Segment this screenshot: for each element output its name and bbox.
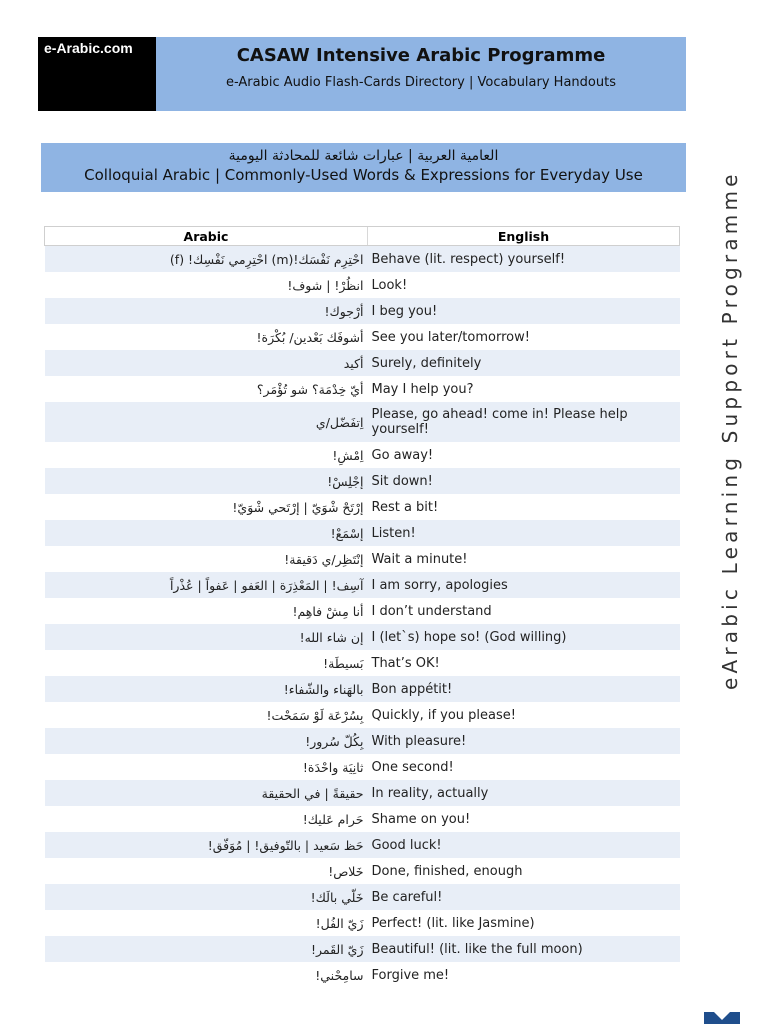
english-translation: That’s OK! [368, 650, 680, 676]
table-row [45, 936, 680, 962]
page-title: CASAW Intensive Arabic Programme [236, 45, 606, 66]
arabic-phrase: سامِحْني! [45, 962, 368, 988]
table-row [45, 494, 680, 520]
english-translation: Wait a minute! [368, 546, 680, 572]
section-banner [41, 143, 686, 192]
arabic-phrase: انظُرْ! | شوف! [45, 272, 368, 298]
english-translation: See you later/tomorrow! [368, 324, 680, 350]
table-row [45, 832, 680, 858]
table-row [45, 520, 680, 546]
english-translation: Sit down! [368, 468, 680, 494]
page-subtitle: e-Arabic Audio Flash-Cards Directory | Vocabulary Handouts [226, 75, 616, 90]
table-row [45, 806, 680, 832]
english-translation: I don’t understand [368, 598, 680, 624]
table-row [45, 650, 680, 676]
table-row [45, 350, 680, 376]
english-translation: Be careful! [368, 884, 680, 910]
english-translation: With pleasure! [368, 728, 680, 754]
arabic-phrase: إنْتَظِر/ي دَقيقة! [45, 546, 368, 572]
english-translation: Done, finished, enough [368, 858, 680, 884]
english-translation: Perfect! (lit. like Jasmine) [368, 910, 680, 936]
arabic-phrase: بِكُلّ سُرور! [45, 728, 368, 754]
table-row [45, 728, 680, 754]
arabic-phrase: زَيّ القَمر! [45, 936, 368, 962]
table-row [45, 272, 680, 298]
arabic-phrase: أكيد [45, 350, 368, 376]
arabic-phrase: حَظ سَعيد | بالتّوفيق! | مُوَفّق! [45, 832, 368, 858]
table-row [45, 754, 680, 780]
arabic-phrase: حقيقةً | في الحقيقة [45, 780, 368, 806]
arabic-phrase: خَلاص! [45, 858, 368, 884]
english-translation: I beg you! [368, 298, 680, 324]
table-row [45, 572, 680, 598]
english-translation: May I help you? [368, 376, 680, 402]
header-banner [156, 37, 686, 111]
vocabulary-table [44, 226, 680, 988]
table-row [45, 962, 680, 988]
english-translation: Beautiful! (lit. like the full moon) [368, 936, 680, 962]
english-translation: In reality, actually [368, 780, 680, 806]
arabic-phrase: إرْتَحْ شْوَيّ | إرْتَحي شْوَيّ! [45, 494, 368, 520]
arabic-phrase: إسْمَعْ! [45, 520, 368, 546]
arabic-phrase: خَلّي بالَك! [45, 884, 368, 910]
arabic-phrase: اِتفَضّل/ي [45, 402, 368, 442]
arabic-phrase: أنا مِشْ فاهِم! [45, 598, 368, 624]
english-translation: One second! [368, 754, 680, 780]
english-translation: Behave (lit. respect) yourself! [368, 246, 680, 273]
table-row [45, 324, 680, 350]
logo-mark-icon [704, 1012, 740, 1024]
logo-text: e-Arabic.com [44, 40, 133, 56]
arabic-phrase: أرْجوك! [45, 298, 368, 324]
table-row [45, 598, 680, 624]
table-row [45, 546, 680, 572]
arabic-phrase: آسِف! | المَعْذِرَة | العَفو | عَفواً | عُذْراً [45, 572, 368, 598]
arabic-phrase: ثانِيَة واحْدَة! [45, 754, 368, 780]
section-title-english: Colloquial Arabic | Commonly-Used Words & Expressions for Everyday Use [84, 166, 643, 184]
arabic-phrase: إن شاء الله! [45, 624, 368, 650]
table-row [45, 780, 680, 806]
arabic-phrase: أشوفَك بَعْدين/ بُكْرَة! [45, 324, 368, 350]
table-row [45, 298, 680, 324]
english-translation: Shame on you! [368, 806, 680, 832]
english-translation: Please, go ahead! come in! Please help yourself! [368, 402, 680, 442]
table-row [45, 676, 680, 702]
table-row [45, 884, 680, 910]
column-header-english: English [368, 227, 680, 246]
english-translation: Rest a bit! [368, 494, 680, 520]
arabic-phrase: إجْلِسْ! [45, 468, 368, 494]
table-row [45, 858, 680, 884]
column-header-arabic: Arabic [45, 227, 368, 246]
english-translation: Go away! [368, 442, 680, 468]
table-row [45, 468, 680, 494]
arabic-phrase: اِمْشِ! [45, 442, 368, 468]
english-translation: Look! [368, 272, 680, 298]
table-body [45, 246, 680, 989]
english-translation: Quickly, if you please! [368, 702, 680, 728]
english-translation: I am sorry, apologies [368, 572, 680, 598]
vertical-programme-label: eArabic Learning Support Programme [718, 170, 742, 690]
arabic-phrase: حَرام عَليك! [45, 806, 368, 832]
arabic-phrase: احْتِرِم نَفْسَك!(m) احْتِرِمي نَفْسِك! (f) [45, 246, 368, 273]
english-translation: Surely, definitely [368, 350, 680, 376]
table-row [45, 442, 680, 468]
table-row [45, 246, 680, 273]
english-translation: Bon appétit! [368, 676, 680, 702]
table-row [45, 376, 680, 402]
site-logo [38, 37, 156, 111]
table-row [45, 624, 680, 650]
table-row [45, 910, 680, 936]
arabic-phrase: بِسُرْعَة لَوْ سَمَحْت! [45, 702, 368, 728]
arabic-phrase: زَيّ الفُل! [45, 910, 368, 936]
english-translation: Good luck! [368, 832, 680, 858]
table-header-row [45, 227, 680, 246]
arabic-phrase: بَسيطَة! [45, 650, 368, 676]
section-title-arabic: العامية العربية | عبارات شائعة للمحادثة اليومية [228, 148, 499, 164]
table-row [45, 702, 680, 728]
arabic-phrase: أيّ خِدْمَة؟ شو تُؤْمَر؟ [45, 376, 368, 402]
english-translation: I (let`s) hope so! (God willing) [368, 624, 680, 650]
arabic-phrase: بالهَناء والشّفاء! [45, 676, 368, 702]
english-translation: Listen! [368, 520, 680, 546]
table-row [45, 402, 680, 442]
english-translation: Forgive me! [368, 962, 680, 988]
